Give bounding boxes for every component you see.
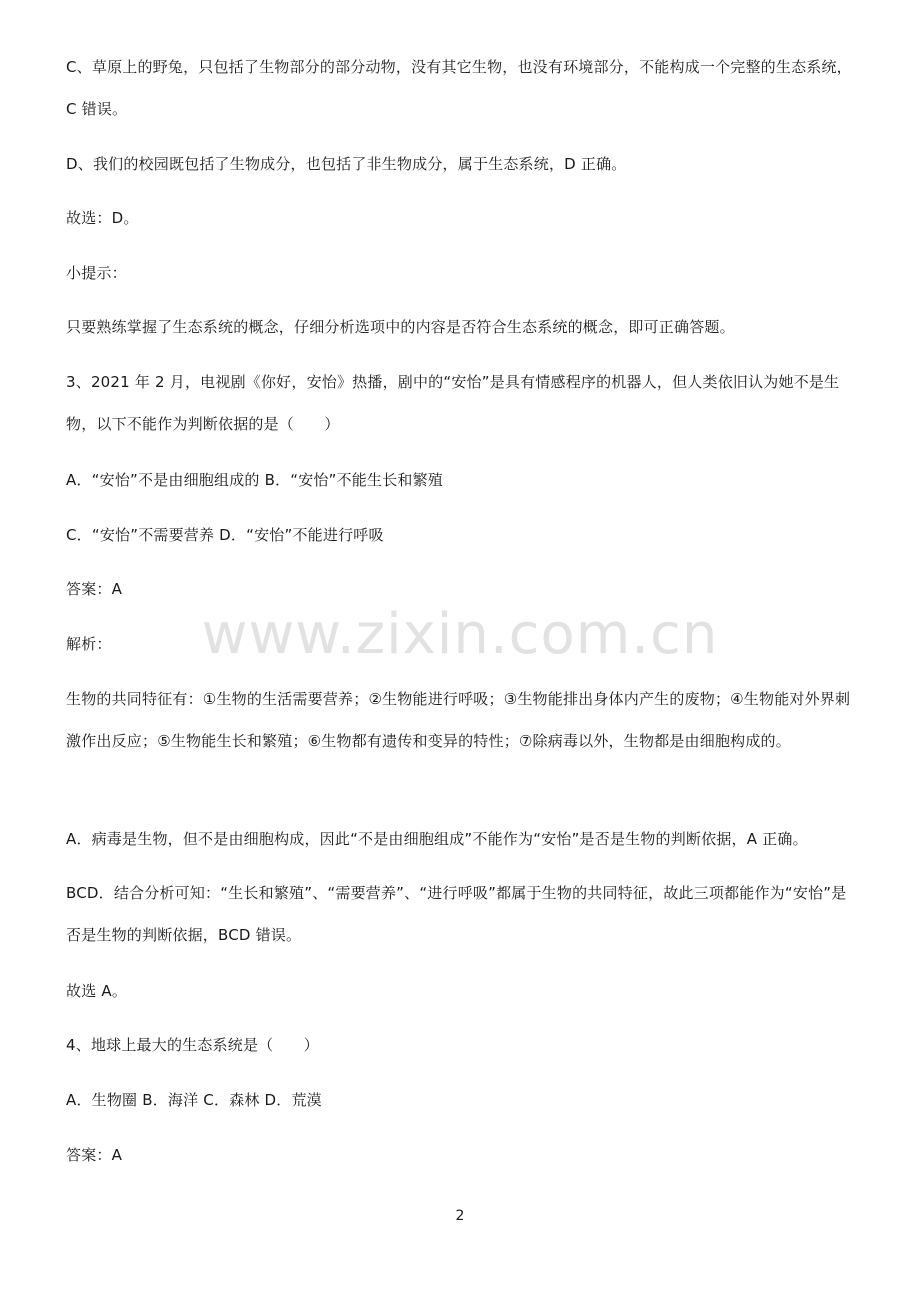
question-3-analysis-features: 生物的共同特征有：①生物的生活需要营养；②生物能进行呼吸；③生物能排出身体内产生的废物；④生物能对外界刺激作出反应；⑤生物能生长和繁殖；⑥生物都有遗传和变异的特性；⑦除病毒以外，生物都是由细胞构成的。 <box>66 690 851 750</box>
paragraph-option-c-explanation: C、草原上的野兔，只包括了生物部分的部分动物，没有其它生物，也没有环境部分，不能构成一个完整的生态系统，C 错误。 <box>66 58 852 118</box>
question-4-options: A．生物圈 B．海洋 C．森林 D．荒漠 <box>66 1091 322 1109</box>
question-3-choice: 故选 A。 <box>66 982 128 1000</box>
question-4-answer: 答案：A <box>66 1146 123 1164</box>
page-number: 2 <box>455 1208 465 1224</box>
question-3-options-ab: A．“安怡”不是由细胞组成的 B．“安怡”不能生长和繁殖 <box>66 471 444 489</box>
question-3-analysis-heading: 解析： <box>66 635 112 653</box>
question-3-analysis-bcd: BCD．结合分析可知：“生长和繁殖”、“需要营养”、“进行呼吸”都属于生物的共同特征，故此三项都能作为“安怡”是否是生物的判断依据，BCD 错误。 <box>66 884 847 944</box>
question-3-stem: 3、2021 年 2 月，电视剧《你好，安怡》热播，剧中的“安怡”是具有情感程序的机器人，但人类依旧认为她不是生物，以下不能作为判断依据的是（ ） <box>66 373 840 433</box>
paragraph-option-d-explanation: D、我们的校园既包括了生物成分，也包括了非生物成分，属于生态系统，D 正确。 <box>66 155 627 173</box>
paragraph-answer-choice: 故选：D。 <box>66 209 139 227</box>
paragraph-tip-heading: 小提示： <box>66 264 127 282</box>
question-3-answer: 答案：A <box>66 580 123 598</box>
paragraph-tip-body: 只要熟练掌握了生态系统的概念，仔细分析选项中的内容是否符合生态系统的概念，即可正确答题。 <box>66 318 735 336</box>
question-4-stem: 4、地球上最大的生态系统是（ ） <box>66 1036 319 1054</box>
question-3-analysis-a: A．病毒是生物，但不是由细胞构成，因此“不是由细胞组成”不能作为“安怡”是否是生物的判断依据，A 正确。 <box>66 830 808 848</box>
watermark: www.zixin.com.cn <box>201 602 719 667</box>
question-3-options-cd: C．“安怡”不需要营养 D．“安怡”不能进行呼吸 <box>66 526 384 544</box>
